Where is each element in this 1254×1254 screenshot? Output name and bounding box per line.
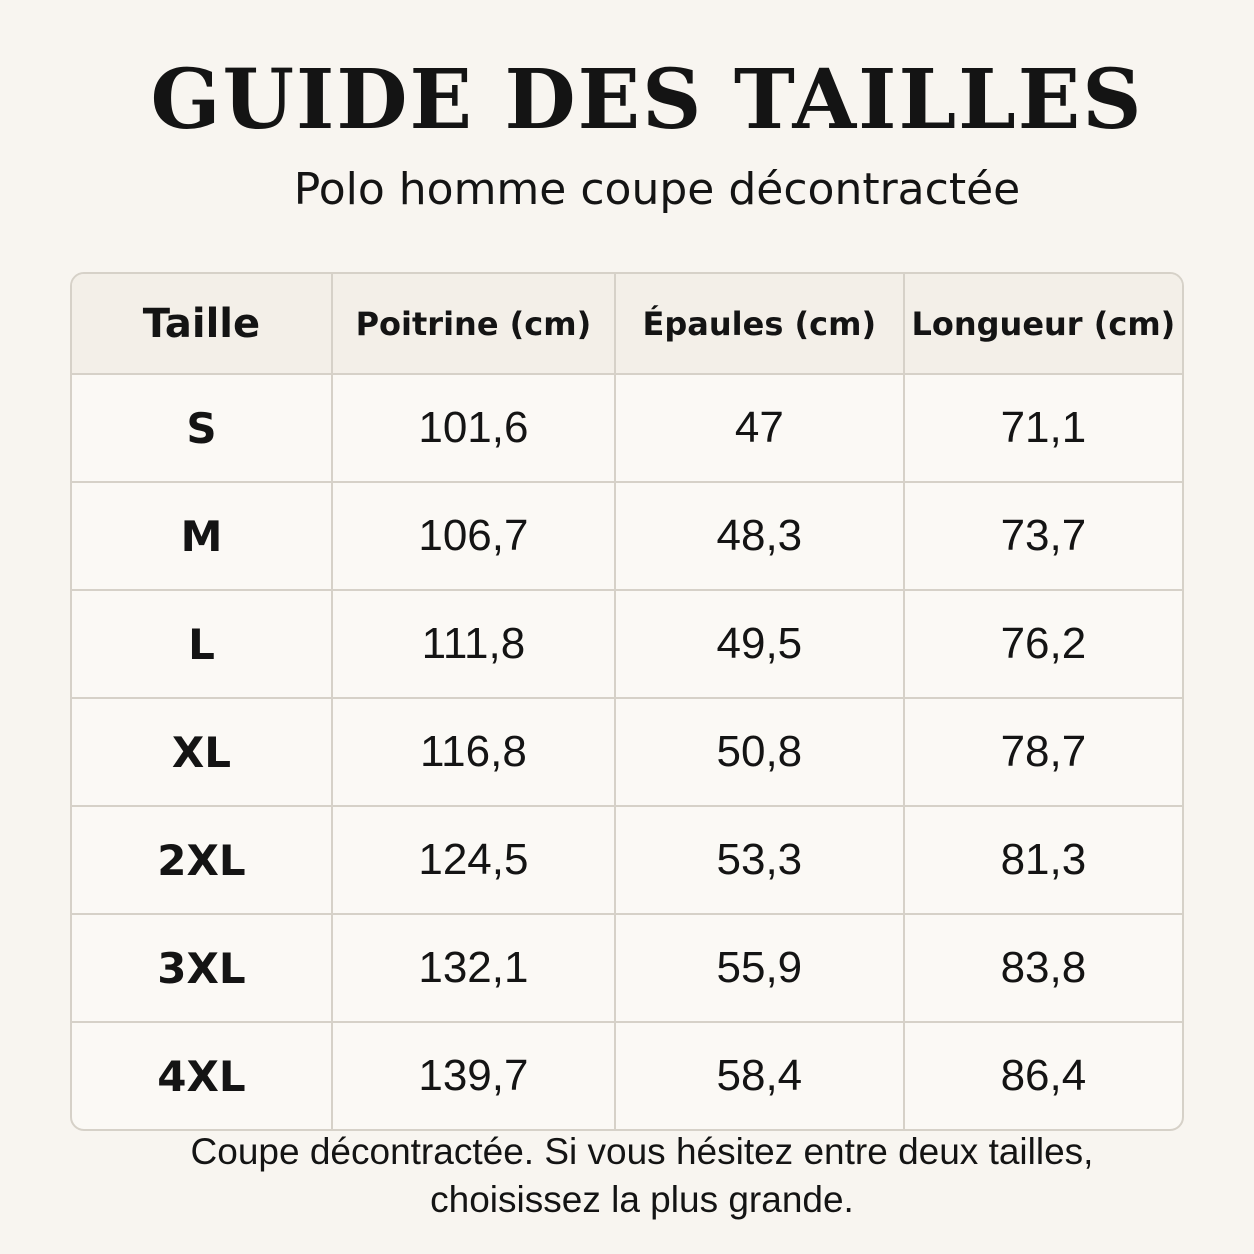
epaules-cell: 55,9 xyxy=(616,915,905,1023)
size-cell: 3XL xyxy=(72,915,333,1023)
size-cell: XL xyxy=(72,699,333,807)
longueur-cell: 76,2 xyxy=(905,591,1182,699)
epaules-cell: 49,5 xyxy=(616,591,905,699)
epaules-cell: 58,4 xyxy=(616,1023,905,1129)
poitrine-cell: 116,8 xyxy=(333,699,616,807)
header-taille: Taille xyxy=(72,274,333,375)
epaules-cell: 50,8 xyxy=(616,699,905,807)
longueur-cell: 73,7 xyxy=(905,483,1182,591)
page-title: GUIDE DES TAILLES xyxy=(150,52,1144,148)
size-cell: 2XL xyxy=(72,807,333,915)
poitrine-cell: 132,1 xyxy=(333,915,616,1023)
table-row xyxy=(72,915,1182,1023)
poitrine-cell: 106,7 xyxy=(333,483,616,591)
fit-note-line-1: Coupe décontractée. Si vous hésitez entre deux tailles, xyxy=(190,1131,1094,1172)
size-cell: S xyxy=(72,375,333,483)
epaules-cell: 48,3 xyxy=(616,483,905,591)
longueur-cell: 71,1 xyxy=(905,375,1182,483)
size-cell: L xyxy=(72,591,333,699)
longueur-cell: 78,7 xyxy=(905,699,1182,807)
poitrine-cell: 111,8 xyxy=(333,591,616,699)
header-poitrine: Poitrine (cm) xyxy=(333,274,616,375)
fit-note xyxy=(0,1128,1254,1224)
header-longueur: Longueur (cm) xyxy=(905,274,1182,375)
longueur-cell: 83,8 xyxy=(905,915,1182,1023)
epaules-cell: 47 xyxy=(616,375,905,483)
longueur-cell: 81,3 xyxy=(905,807,1182,915)
table-row xyxy=(72,1023,1182,1129)
table-row xyxy=(72,591,1182,699)
longueur-cell: 86,4 xyxy=(1000,1051,1087,1100)
epaules-cell: 53,3 xyxy=(616,807,905,915)
size-cell: 4XL xyxy=(72,1023,333,1129)
table-row xyxy=(72,807,1182,915)
poitrine-cell: 124,5 xyxy=(333,807,616,915)
poitrine-cell: 139,7 xyxy=(333,1023,616,1129)
table-row xyxy=(72,375,1182,483)
size-chart-table xyxy=(70,272,1184,1131)
page-subtitle: Polo homme coupe décontractée xyxy=(293,164,1021,215)
table-row xyxy=(72,699,1182,807)
poitrine-cell: 101,6 xyxy=(333,375,616,483)
size-cell: M xyxy=(72,483,333,591)
header-epaules: Épaules (cm) xyxy=(616,274,905,375)
table-header-row xyxy=(72,274,1182,375)
table-row xyxy=(72,483,1182,591)
fit-note-line-2: choisissez la plus grande. xyxy=(430,1179,854,1220)
